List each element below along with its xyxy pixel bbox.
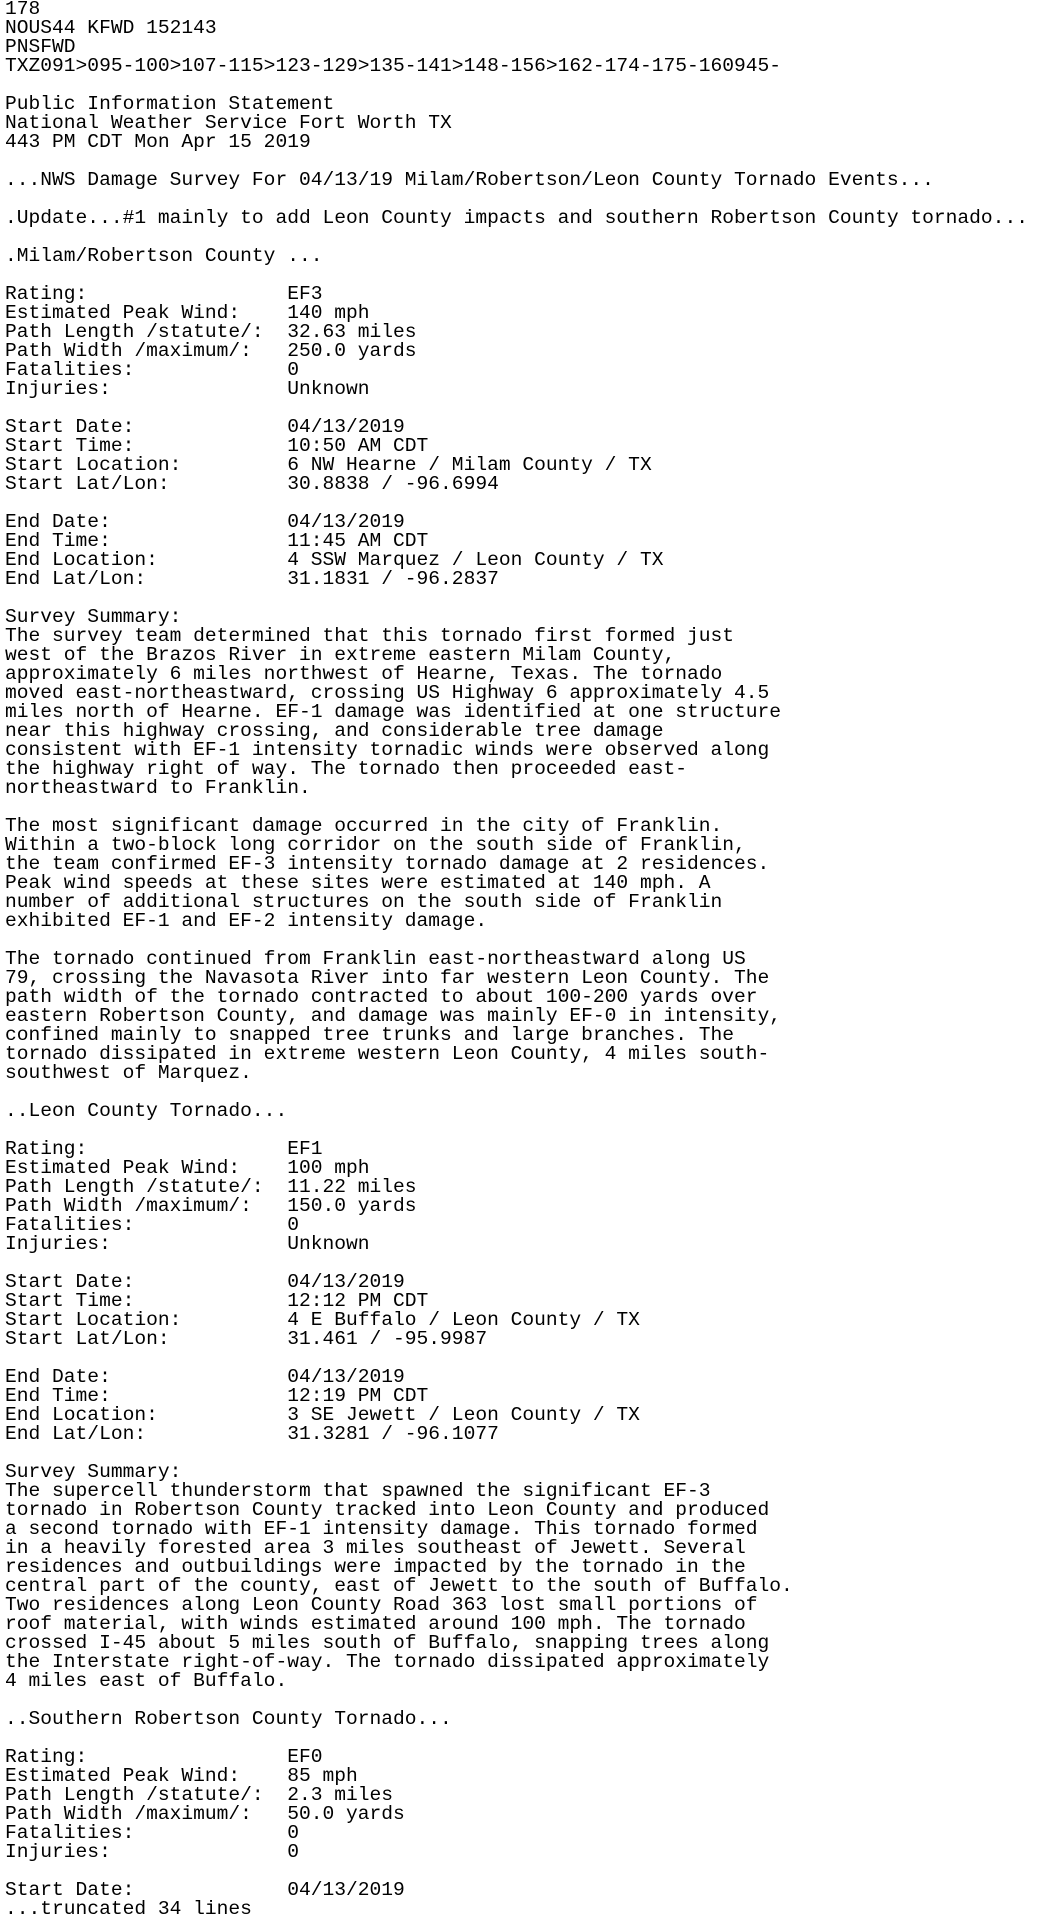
bulletin-line: central part of the county, east of Jewett to the south of Buffalo. xyxy=(5,1575,793,1597)
bulletin-line: residences and outbuildings were impacted by the tornado in the xyxy=(5,1556,746,1578)
bulletin-line: Rating: EF0 xyxy=(5,1746,323,1768)
bulletin-line: End Lat/Lon: 31.3281 / -96.1077 xyxy=(5,1423,499,1445)
bulletin-line: NOUS44 KFWD 152143 xyxy=(5,17,217,39)
bulletin-line: The survey team determined that this tornado first formed just xyxy=(5,625,735,647)
bulletin-line: roof material, with winds estimated around 100 mph. The tornado xyxy=(5,1613,746,1635)
bulletin-line: Start Date: 04/13/2019 xyxy=(5,416,405,438)
bulletin-line: Fatalities: 0 xyxy=(5,359,299,381)
bulletin-line: Start Time: 12:12 PM CDT xyxy=(5,1290,429,1312)
bulletin-line: PNSFWD xyxy=(5,36,76,58)
bulletin-line: .Milam/Robertson County ... xyxy=(5,245,323,267)
bulletin-line: tornado in Robertson County tracked into Leon County and produced xyxy=(5,1499,770,1521)
bulletin-line: End Lat/Lon: 31.1831 / -96.2837 xyxy=(5,568,499,590)
bulletin-line: Start Date: 04/13/2019 xyxy=(5,1879,405,1901)
bulletin-line: End Time: 12:19 PM CDT xyxy=(5,1385,429,1407)
bulletin-line: ...NWS Damage Survey For 04/13/19 Milam/Robertson/Leon County Tornado Events... xyxy=(5,169,934,191)
bulletin-line: Path Width /maximum/: 50.0 yards xyxy=(5,1803,405,1825)
bulletin-line: Path Length /statute/: 32.63 miles xyxy=(5,321,417,343)
bulletin-line: Path Length /statute/: 2.3 miles xyxy=(5,1784,394,1806)
bulletin-line: 79, crossing the Navasota River into far western Leon County. The xyxy=(5,967,770,989)
bulletin-line: the team confirmed EF-3 intensity tornado damage at 2 residences. xyxy=(5,853,770,875)
bulletin-line: ..Leon County Tornado... xyxy=(5,1100,288,1122)
bulletin-line: confined mainly to snapped tree trunks and large branches. The xyxy=(5,1024,735,1046)
bulletin-line: End Date: 04/13/2019 xyxy=(5,1366,405,1388)
bulletin-line: The most significant damage occurred in the city of Franklin. xyxy=(5,815,723,837)
bulletin-line: west of the Brazos River in extreme eastern Milam County, xyxy=(5,644,676,666)
bulletin-line: Within a two-block long corridor on the south side of Franklin, xyxy=(5,834,746,856)
bulletin-line: Rating: EF1 xyxy=(5,1138,323,1160)
bulletin-line: Start Time: 10:50 AM CDT xyxy=(5,435,429,457)
bulletin-line: Start Location: 4 E Buffalo / Leon County / TX xyxy=(5,1309,640,1331)
bulletin-line: End Location: 4 SSW Marquez / Leon County / TX xyxy=(5,549,664,571)
bulletin-line: Fatalities: 0 xyxy=(5,1822,299,1844)
bulletin-line: End Time: 11:45 AM CDT xyxy=(5,530,429,552)
bulletin-line: the Interstate right-of-way. The tornado dissipated approximately xyxy=(5,1651,770,1673)
bulletin-line: eastern Robertson County, and damage was mainly EF-0 in intensity, xyxy=(5,1005,782,1027)
bulletin-line: Estimated Peak Wind: 100 mph xyxy=(5,1157,370,1179)
bulletin-line: Peak wind speeds at these sites were estimated at 140 mph. A xyxy=(5,872,711,894)
bulletin-line: approximately 6 miles northwest of Hearne, Texas. The tornado xyxy=(5,663,723,685)
bulletin-line: near this highway crossing, and considerable tree damage xyxy=(5,720,664,742)
bulletin-line: .Update...#1 mainly to add Leon County impacts and southern Robertson County tornado... xyxy=(5,207,1028,229)
bulletin-line: TXZ091>095-100>107-115>123-129>135-141>148-156>162-174-175-160945- xyxy=(5,55,782,77)
bulletin-line: The tornado continued from Franklin east-northeastward along US xyxy=(5,948,746,970)
bulletin-line: Public Information Statement xyxy=(5,93,335,115)
bulletin-line: tornado dissipated in extreme western Leon County, 4 miles south- xyxy=(5,1043,770,1065)
bulletin-line: 178 xyxy=(5,0,41,20)
bulletin-line: Injuries: 0 xyxy=(5,1841,299,1863)
bulletin-line: Start Lat/Lon: 30.8838 / -96.6994 xyxy=(5,473,499,495)
bulletin-line: Start Lat/Lon: 31.461 / -95.9987 xyxy=(5,1328,488,1350)
bulletin-line: 4 miles east of Buffalo. xyxy=(5,1670,288,1692)
bulletin-line: National Weather Service Fort Worth TX xyxy=(5,112,452,134)
bulletin-line: Injuries: Unknown xyxy=(5,1233,370,1255)
bulletin-line: End Date: 04/13/2019 xyxy=(5,511,405,533)
bulletin-line: number of additional structures on the south side of Franklin xyxy=(5,891,723,913)
bulletin-line: consistent with EF-1 intensity tornadic winds were observed along xyxy=(5,739,770,761)
bulletin-line: Start Location: 6 NW Hearne / Milam County / TX xyxy=(5,454,652,476)
bulletin-line: miles north of Hearne. EF-1 damage was identified at one structure xyxy=(5,701,782,723)
bulletin-line: moved east-northeastward, crossing US Highway 6 approximately 4.5 xyxy=(5,682,770,704)
bulletin-line: Survey Summary: xyxy=(5,606,182,628)
bulletin-line: 443 PM CDT Mon Apr 15 2019 xyxy=(5,131,311,153)
bulletin-line: Injuries: Unknown xyxy=(5,378,370,400)
bulletin-line: northeastward to Franklin. xyxy=(5,777,311,799)
bulletin-line: Estimated Peak Wind: 85 mph xyxy=(5,1765,358,1787)
bulletin-line: exhibited EF-1 and EF-2 intensity damage. xyxy=(5,910,488,932)
bulletin-line: southwest of Marquez. xyxy=(5,1062,252,1084)
bulletin-line: in a heavily forested area 3 miles southeast of Jewett. Several xyxy=(5,1537,746,1559)
bulletin-line: Survey Summary: xyxy=(5,1461,182,1483)
bulletin-line: Start Date: 04/13/2019 xyxy=(5,1271,405,1293)
bulletin-line: End Location: 3 SE Jewett / Leon County / TX xyxy=(5,1404,640,1426)
bulletin-line: path width of the tornado contracted to about 100-200 yards over xyxy=(5,986,758,1008)
bulletin-line: a second tornado with EF-1 intensity damage. This tornado formed xyxy=(5,1518,758,1540)
bulletin-line: Estimated Peak Wind: 140 mph xyxy=(5,302,370,324)
bulletin-line: ...truncated 34 lines xyxy=(5,1898,252,1920)
bulletin-line: Path Width /maximum/: 250.0 yards xyxy=(5,340,417,362)
bulletin-line: Two residences along Leon County Road 363 lost small portions of xyxy=(5,1594,758,1616)
bulletin-line: ..Southern Robertson County Tornado... xyxy=(5,1708,452,1730)
bulletin-line: crossed I-45 about 5 miles south of Buffalo, snapping trees along xyxy=(5,1632,770,1654)
bulletin-line: the highway right of way. The tornado then proceeded east- xyxy=(5,758,687,780)
bulletin-line: Path Length /statute/: 11.22 miles xyxy=(5,1176,417,1198)
bulletin-line: Fatalities: 0 xyxy=(5,1214,299,1236)
bulletin-line: Path Width /maximum/: 150.0 yards xyxy=(5,1195,417,1217)
bulletin-line: Rating: EF3 xyxy=(5,283,323,305)
bulletin-line: The supercell thunderstorm that spawned the significant EF-3 xyxy=(5,1480,711,1502)
